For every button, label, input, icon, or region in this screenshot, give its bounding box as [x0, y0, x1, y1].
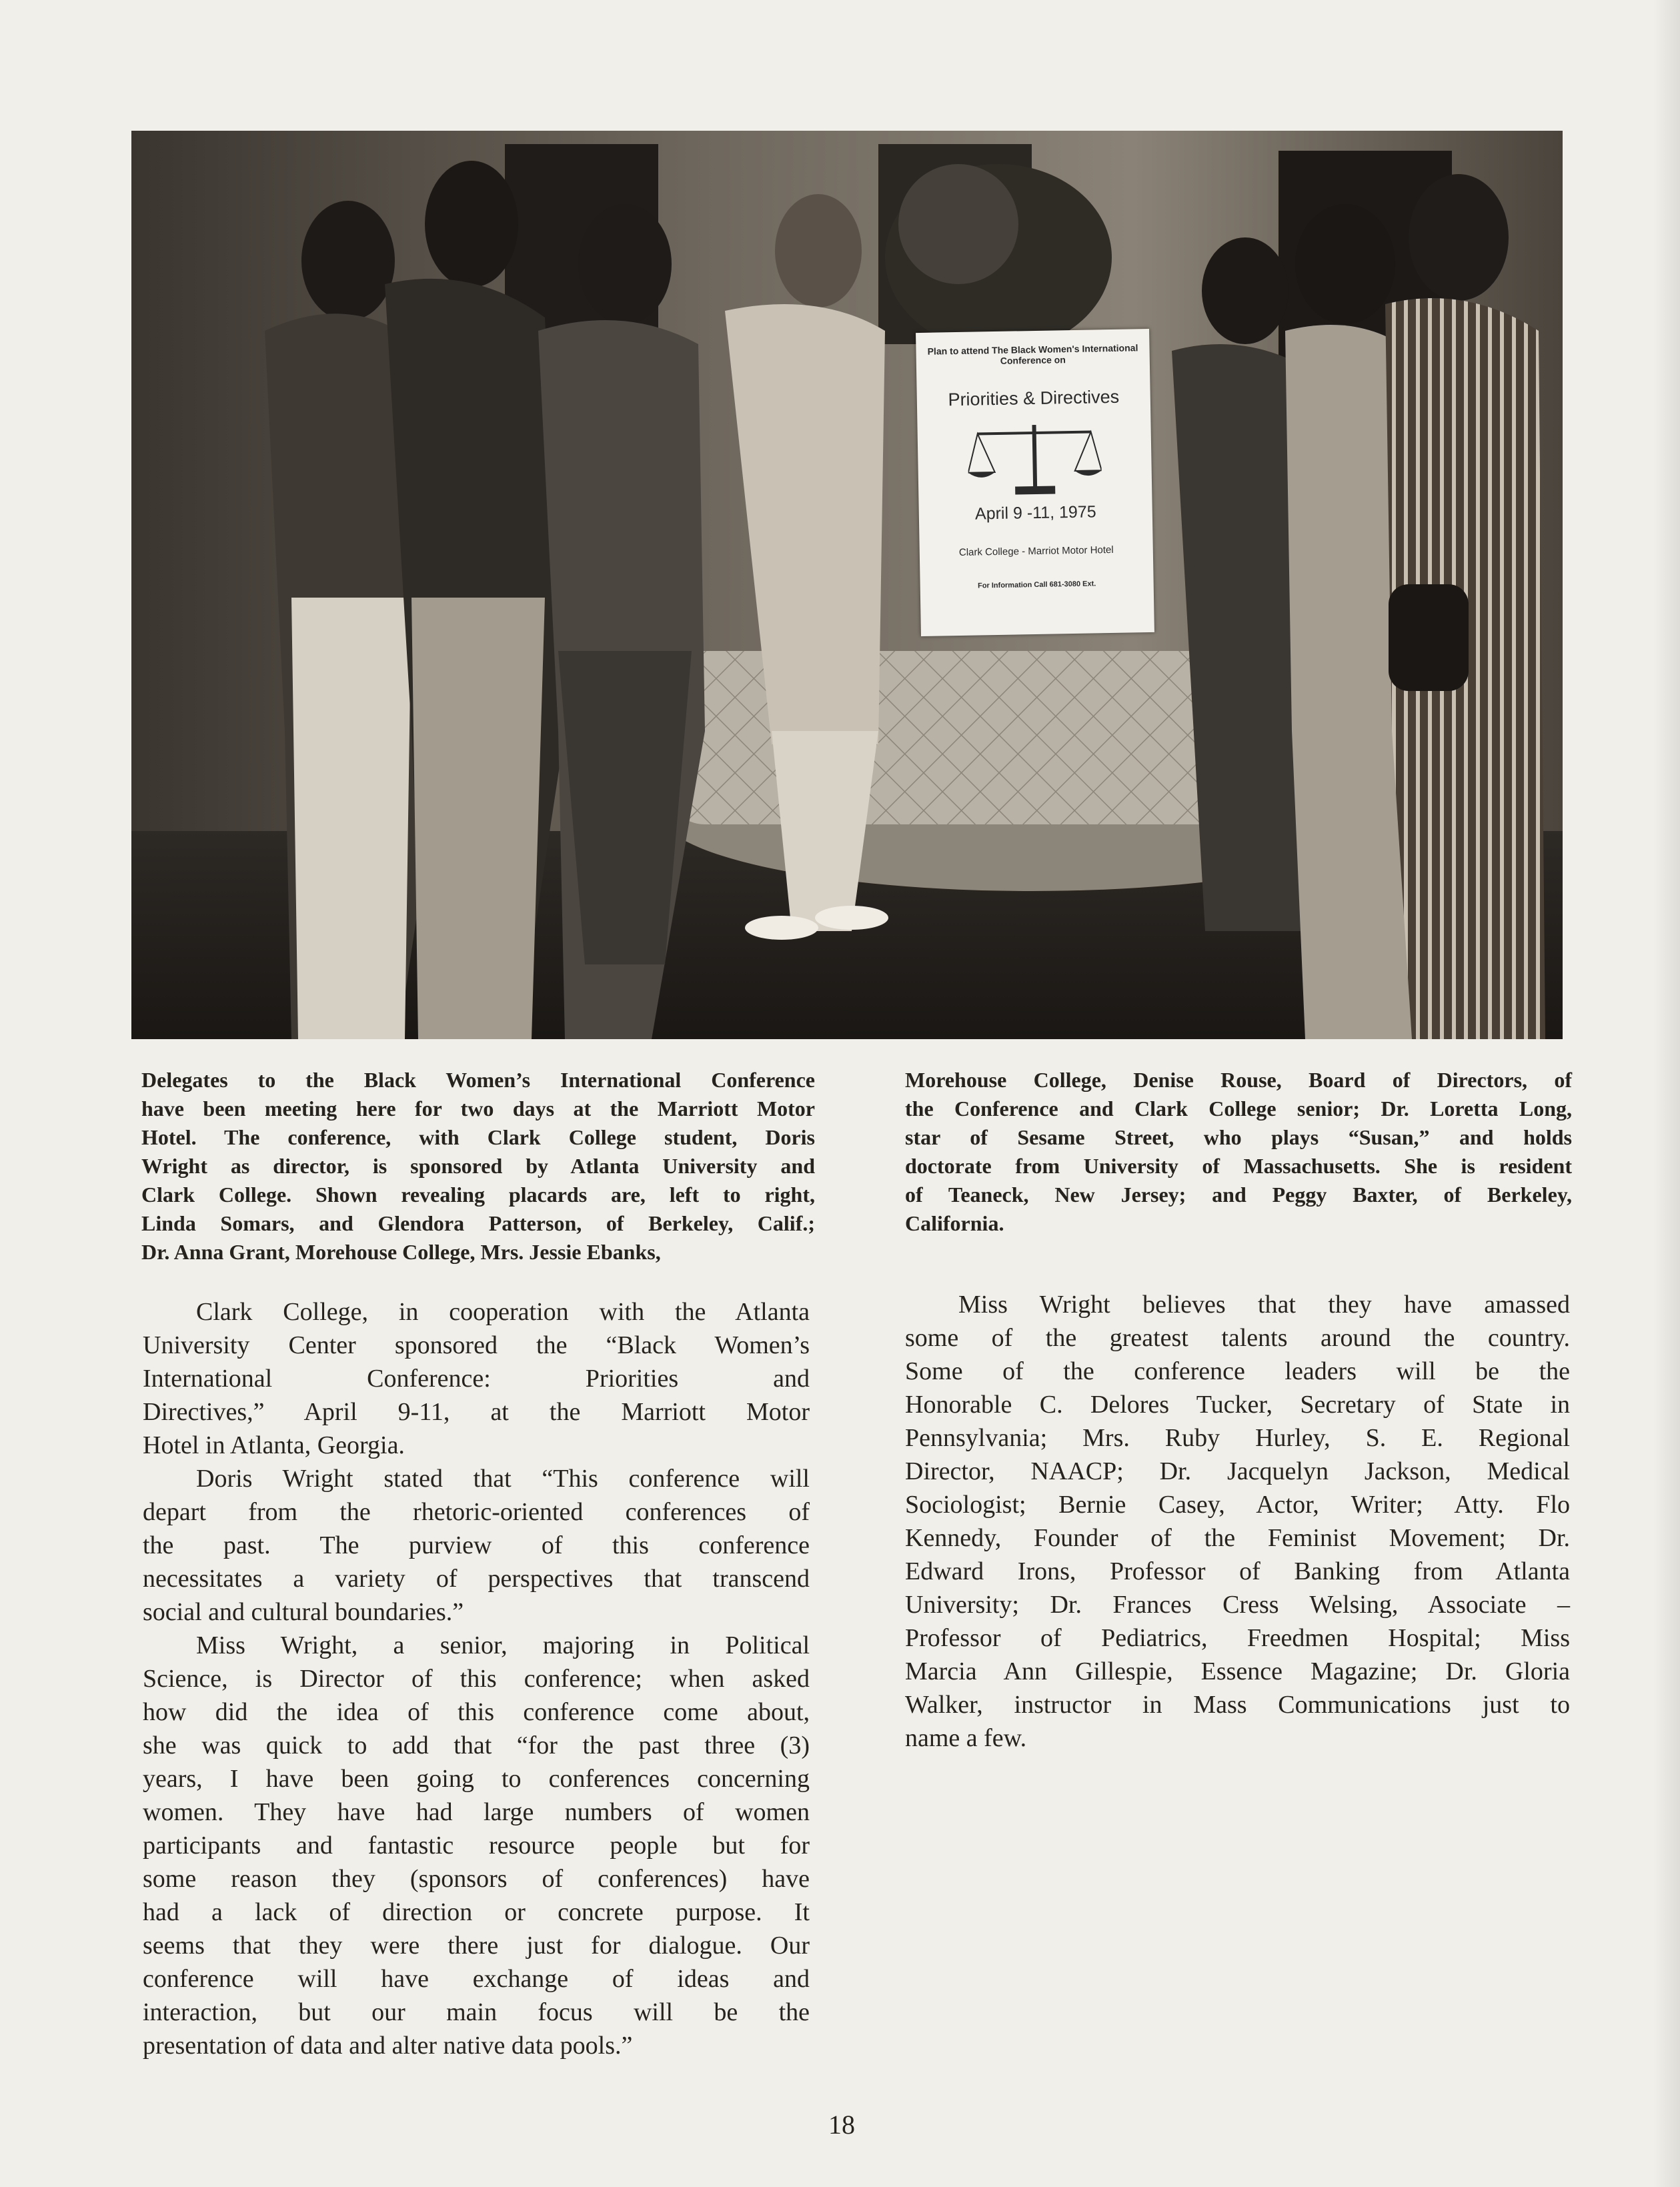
text-line: California.: [905, 1211, 1004, 1235]
article-column-left: [143, 1295, 810, 2062]
text-line: participants and fantastic resource people but for: [143, 1832, 810, 1860]
text-line: Edward Irons, Professor of Banking from Atlanta: [905, 1557, 1570, 1585]
text-line: years, I have been going to conferences concerning: [143, 1765, 810, 1793]
text-line: women. They have had large numbers of women: [143, 1798, 810, 1826]
text-line: Some of the conference leaders will be the: [905, 1357, 1570, 1385]
placard-info: For Information Call 681-3080 Ext.: [977, 580, 1096, 590]
placard-venue: Clark College - Marriot Motor Hotel: [958, 544, 1114, 559]
page-number: 18: [828, 2110, 855, 2140]
text-line: interaction, but our main focus will be the: [143, 1998, 810, 2026]
text-line: of Teaneck, New Jersey; and Peggy Baxter, of Berkeley,: [905, 1183, 1572, 1207]
text-line: she was quick to add that “for the past three (3): [143, 1731, 810, 1759]
placard-title: Priorities & Directives: [948, 386, 1120, 410]
photo-plant: [898, 164, 1018, 284]
text-line: presentation of data and alter native data pools.”: [143, 2032, 633, 2060]
placard-date: April 9 -11, 1975: [974, 502, 1096, 524]
text-line: seems that they were there just for dialogue. Our: [143, 1932, 810, 1960]
text-line: star of Sesame Street, who plays “Susan,” and holds: [905, 1125, 1572, 1149]
text-line: Wright as director, is sponsored by Atlanta University and: [141, 1154, 815, 1178]
text-line: conference will have exchange of ideas and: [143, 1965, 810, 1993]
text-line: have been meeting here for two days at the Marriott Motor: [141, 1097, 815, 1121]
text-line: Doris Wright stated that “This conference will: [196, 1465, 810, 1493]
text-line: had a lack of direction or concrete purpose. It: [143, 1898, 810, 1926]
text-line: Miss Wright, a senior, majoring in Political: [196, 1631, 810, 1659]
text-line: name a few.: [905, 1724, 1027, 1752]
article-column-right: [905, 1288, 1570, 1755]
text-line: Clark College, in cooperation with the Atlanta: [196, 1298, 810, 1326]
text-line: International Conference: Priorities and: [143, 1365, 810, 1393]
text-line: how did the idea of this conference come about,: [143, 1698, 810, 1726]
text-line: Linda Somars, and Glendora Patterson, of Berkeley, Calif.;: [141, 1211, 815, 1235]
photo-scene: [131, 131, 1563, 1039]
text-line: Sociologist; Bernie Casey, Actor, Writer; Atty. Flo: [905, 1491, 1570, 1519]
conference-placard: [916, 329, 1154, 636]
text-line: social and cultural boundaries.”: [143, 1598, 464, 1626]
text-line: Science, is Director of this conference; when asked: [143, 1665, 810, 1693]
text-line: the Conference and Clark College senior; Dr. Loretta Long,: [905, 1097, 1572, 1121]
placard-top-text: Plan to attend The Black Women's International Conference on: [927, 342, 1138, 366]
scales-of-justice-icon: [967, 417, 1102, 499]
text-line: Pennsylvania; Mrs. Ruby Hurley, S. E. Regional: [905, 1424, 1570, 1452]
text-line: doctorate from University of Massachusetts. She is resident: [905, 1154, 1572, 1178]
text-line: the past. The purview of this conference: [143, 1531, 810, 1559]
text-line: Honorable C. Delores Tucker, Secretary of State in: [905, 1391, 1570, 1419]
text-line: Dr. Anna Grant, Morehouse College, Mrs. Jessie Ebanks,: [141, 1240, 661, 1264]
text-line: some reason they (sponsors of conferences) have: [143, 1865, 810, 1893]
text-line: Delegates to the Black Women’s International Conference: [141, 1068, 815, 1092]
photo-caption-left: [141, 1066, 815, 1267]
text-line: Kennedy, Founder of the Feminist Movement; Dr.: [905, 1524, 1570, 1552]
text-line: depart from the rhetoric-oriented conferences of: [143, 1498, 810, 1526]
photo-caption-right: [905, 1066, 1572, 1238]
conference-photo: [131, 131, 1563, 1039]
text-line: Professor of Pediatrics, Freedmen Hospital; Miss: [905, 1624, 1570, 1652]
text-line: Hotel in Atlanta, Georgia.: [143, 1431, 405, 1459]
text-line: Walker, instructor in Mass Communications just to: [905, 1691, 1570, 1719]
text-line: some of the greatest talents around the country.: [905, 1324, 1570, 1352]
text-line: Clark College. Shown revealing placards are, left to right,: [141, 1183, 815, 1207]
text-line: Director, NAACP; Dr. Jacquelyn Jackson, Medical: [905, 1457, 1570, 1485]
text-line: Marcia Ann Gillespie, Essence Magazine; Dr. Gloria: [905, 1657, 1570, 1685]
text-line: University; Dr. Frances Cress Welsing, Associate –: [905, 1591, 1570, 1619]
page-edge-shadow: [1653, 0, 1680, 2187]
text-line: necessitates a variety of perspectives that transcend: [143, 1565, 810, 1593]
text-line: Directives,” April 9-11, at the Marriott Motor: [143, 1398, 810, 1426]
text-line: Hotel. The conference, with Clark College student, Doris: [141, 1125, 815, 1149]
text-line: University Center sponsored the “Black Women’s: [143, 1331, 810, 1359]
text-line: Morehouse College, Denise Rouse, Board of Directors, of: [905, 1068, 1572, 1092]
text-line: Miss Wright believes that they have amassed: [958, 1291, 1570, 1319]
